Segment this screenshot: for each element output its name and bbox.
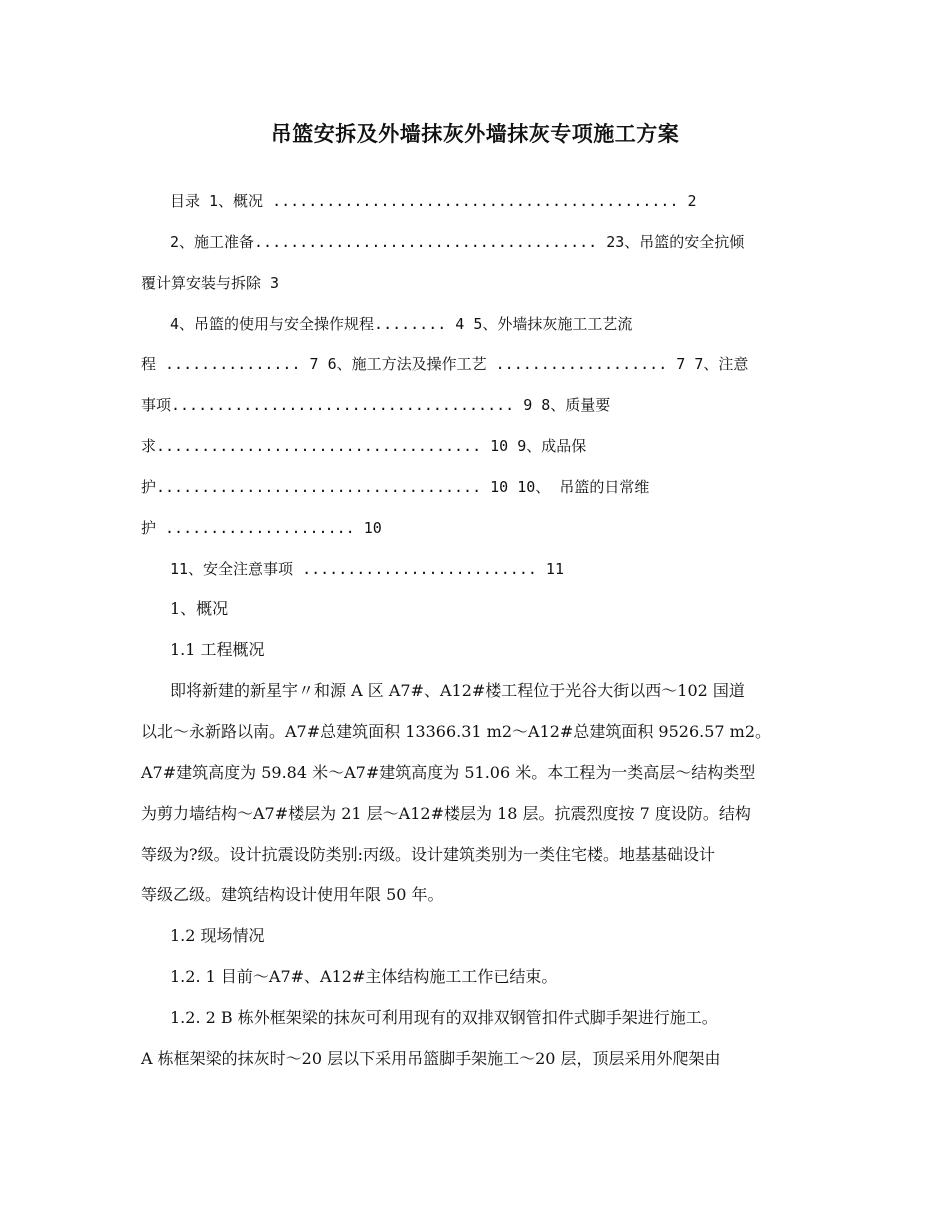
- toc-line: 求.................................... 10 9、成品保: [141, 437, 587, 455]
- document-title: 吊篮安拆及外墙抹灰外墙抹灰专项施工方案: [270, 121, 680, 146]
- toc-line: 护 ..................... 10: [141, 519, 382, 537]
- subsection-heading: 1.2 现场情况: [170, 926, 265, 945]
- body-line: 以北～永新路以南。A7#总建筑面积 13366.31 m2～A12#总建筑面积 9526.57 m2。: [141, 722, 772, 741]
- body-line: 为剪力墙结构～A7#楼层为 21 层～A12#楼层为 18 层。抗震烈度按 7 度设防。结构: [141, 804, 751, 823]
- toc-line: 程 ............... 7 6、施工方法及操作工艺 ................... 7 7、注意: [141, 355, 749, 373]
- body-line: 等级为?级。设计抗震设防类别:丙级。设计建筑类别为一类住宅楼。地基基础设计: [141, 845, 715, 864]
- body-line: 1.2. 2 B 栋外框架梁的抹灰可利用现有的双排双钢管扣件式脚手架进行施工。: [170, 1008, 718, 1027]
- body-line: 即将新建的新星宇〃和源 A 区 A7#、A12#楼工程位于光谷大街以西～102 国道: [170, 681, 745, 700]
- toc-line: 2、施工准备...................................... 23、吊篮的安全抗倾: [170, 233, 745, 251]
- toc-line: 11、安全注意事项 .......................... 11: [170, 560, 564, 578]
- toc-line: 覆计算安装与拆除 3: [141, 274, 280, 292]
- toc-line: 护.................................... 10 10、 吊篮的日常维: [141, 478, 650, 496]
- body-line: A 栋框架梁的抹灰时～20 层以下采用吊篮脚手架施工～20 层，顶层采用外爬架由: [141, 1049, 721, 1068]
- toc-line: 目录 1、概况 ............................................. 2: [170, 192, 697, 210]
- subsection-heading: 1.1 工程概况: [170, 640, 265, 659]
- body-line: 等级乙级。建筑结构设计使用年限 50 年。: [141, 885, 444, 904]
- body-line: A7#建筑高度为 59.84 米～A7#建筑高度为 51.06 米。本工程为一类高层～结构类型: [141, 763, 756, 782]
- toc-line: 事项...................................... 9 8、质量要: [141, 396, 611, 414]
- toc-line: 4、吊篮的使用与安全操作规程........ 4 5、外墙抹灰施工工艺流: [170, 315, 633, 333]
- body-line: 1.2. 1 目前～A7#、A12#主体结构施工工作已结束。: [170, 967, 558, 986]
- section-heading: 1、概况: [170, 599, 229, 618]
